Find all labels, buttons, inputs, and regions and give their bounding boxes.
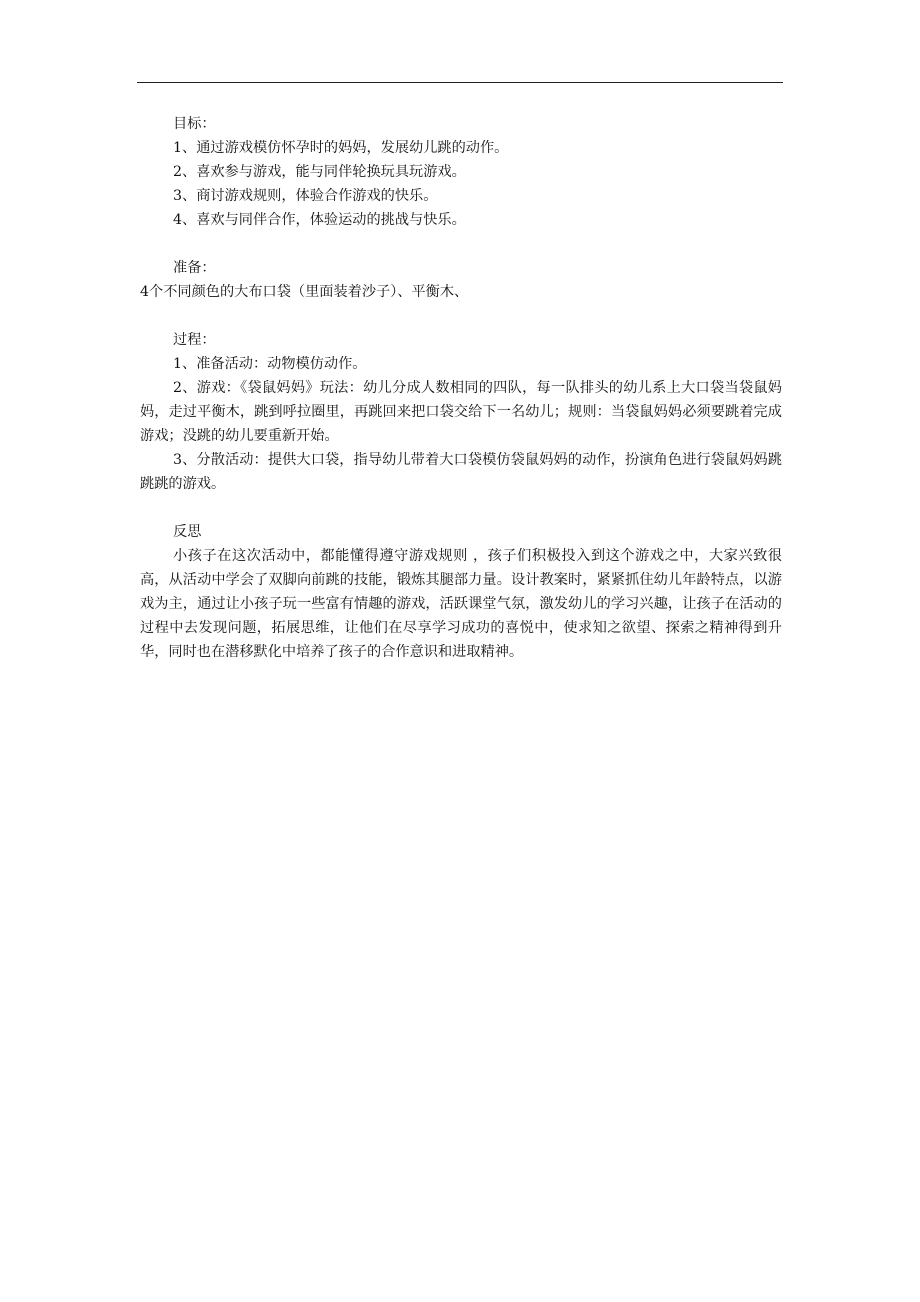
preparation-heading: 准备： bbox=[173, 260, 216, 276]
reflection-paragraph: 小孩子在这次活动中，都能懂得遵守游戏规则 ，孩子们积极投入到这个游戏之中，大家兴致很高，从活动中学会了双脚向前跳的技能，锻炼其腿部力量。设计教案时，紧紧抓住幼儿年龄特点，以游戏为主，通过让小孩子玩一些富有情趣的游戏，活跃课堂气氛，激发幼儿的学习兴趣，让孩子在活动的过程中去发现问题，拓展思维，让他们在尽享学习成功的喜悦中，使求知之欲望、探索之精神得到升华，同时也在潜移默化中培养了孩子的合作意识和进取精神。 bbox=[140, 548, 782, 660]
process-heading: 过程： bbox=[173, 332, 216, 348]
reflection-section bbox=[140, 520, 782, 664]
header-divider bbox=[137, 82, 783, 83]
goals-section bbox=[140, 112, 782, 232]
process-section bbox=[140, 328, 782, 496]
document-body bbox=[140, 112, 782, 688]
preparation-section bbox=[140, 256, 782, 304]
goal-item: 3、商讨游戏规则，体验合作游戏的快乐。 bbox=[173, 188, 438, 204]
process-item: 2、游戏：《袋鼠妈妈》玩法：幼儿分成人数相同的四队，每一队排头的幼儿系上大口袋当袋鼠妈妈，走过平衡木，跳到呼拉圈里，再跳回来把口袋交给下一名幼儿；规则：当袋鼠妈妈必须要跳着完成游戏；没跳的幼儿要重新开始。 bbox=[140, 380, 782, 444]
preparation-item: 4个不同颜色的大布口袋（里面装着沙子）、平衡木、 bbox=[140, 284, 469, 300]
reflection-heading: 反思 bbox=[173, 524, 202, 540]
goal-item: 1、通过游戏模仿怀孕时的妈妈，发展幼儿跳的动作。 bbox=[173, 140, 509, 156]
process-item: 3、分散活动：提供大口袋，指导幼儿带着大口袋模仿袋鼠妈妈的动作，扮演角色进行袋鼠妈妈跳跳跳的游戏。 bbox=[140, 452, 782, 492]
goal-item: 2、喜欢参与游戏，能与同伴轮换玩具玩游戏。 bbox=[173, 164, 466, 180]
goal-item: 4、喜欢与同伴合作，体验运动的挑战与快乐。 bbox=[173, 212, 466, 228]
goals-heading: 目标： bbox=[173, 116, 216, 132]
process-item: 1、准备活动：动物模仿动作。 bbox=[173, 356, 367, 372]
